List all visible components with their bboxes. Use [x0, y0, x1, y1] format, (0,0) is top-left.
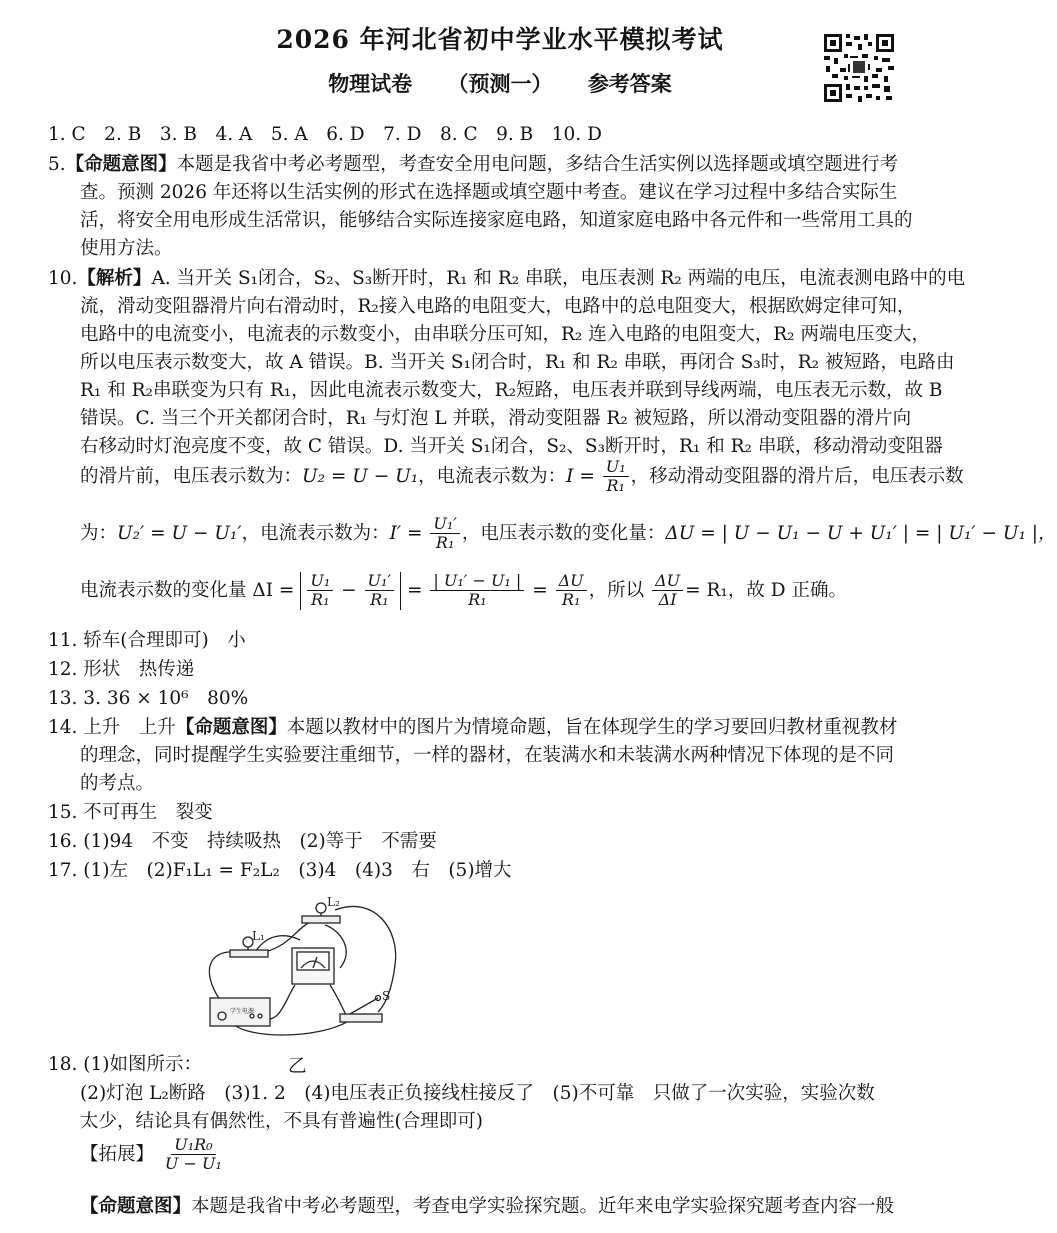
fraction-numerator: | U₁′ − U₁ |: [430, 572, 524, 591]
q10-l10-text-b: ，所以: [588, 579, 645, 601]
q18-intent-text: 本题是我省中考必考题型，考查电学实验探究题。近年来电学实验探究题考查内容一般: [191, 1196, 895, 1217]
q10-l10-text-a: 电流表示数的变化量 ΔI =: [80, 579, 295, 601]
q10-l9-text-a: 为：: [80, 522, 118, 544]
q17-answer: 17. (1)左 (2)F₁L₁ = F₂L₂ (3)4 (4)3 右 (5)增大: [48, 860, 512, 881]
q14-text-1: 本题以教材中的图片为情境命题，旨在体现学生的学习要回归教材重视教材: [286, 717, 898, 738]
lamp-l1-label: L₁: [252, 929, 265, 943]
fraction-u1p-r1: [430, 515, 460, 553]
fraction-numerator: U₁: [307, 572, 333, 591]
q10-l9-formula-ip: I′ =: [389, 522, 423, 544]
q5-line-1: [48, 150, 898, 176]
fraction-numerator: U₁′: [430, 515, 460, 534]
q10-line-6: 错误。C. 当三个开关都闭合时，R₁ 与灯泡 L 并联，滑动变阻器 R₂ 被短路，所以滑动变阻器的滑片向: [80, 408, 912, 429]
switch-s-icon: [340, 1014, 382, 1022]
q14-line-2: 的理念，同时提醒学生实验要注重细节，一样的器材，在装满水和未装满水两种情况下体现的是不同: [80, 745, 895, 766]
q14-prefix: 14. 上升 上升: [48, 717, 176, 738]
fraction-du-r1: [556, 572, 587, 610]
lamp-l2-bulb-icon: [316, 903, 326, 913]
absolute-value-bars: [300, 572, 401, 610]
q5-line-2: 查。预测 2026 年还将以生活实例的形式在选择题或填空题中考查。建议在学习过程中多结合实际生: [80, 182, 898, 203]
q5-text-1: 本题是我省中考必考题型，考查安全用电问题，多结合生活实例以选择题或填空题进行考: [176, 154, 899, 175]
q5-tag: 【命题意图】: [65, 154, 177, 175]
q10-l8-formula-u2: U₂ = U − U₁: [302, 465, 419, 487]
subtitle-answer: 参考答案: [587, 71, 672, 96]
q10-l8-text-e: ，移动滑动变阻器的滑片后，电压表示数: [630, 465, 964, 487]
q13-answer: 13. 3. 36 × 10⁶ 80%: [48, 688, 249, 709]
q10-l9-text-e: ，电压表示数的变化量：: [461, 522, 666, 544]
q14-tag: 【命题意图】: [175, 717, 287, 738]
fraction-denominator: U − U₁: [164, 1154, 222, 1174]
fraction-denominator: R₁: [311, 590, 330, 610]
subtitle-subject: 物理试卷: [328, 71, 413, 96]
q18-line-3: 太少，结论具有偶然性，不具有普遍性(合理即可): [80, 1111, 483, 1132]
q10-line-5: R₁ 和 R₂串联变为只有 R₁，因此电流表示数变大，R₂短路，电压表并联到导线两端，电压表无示数，故 B: [80, 380, 943, 401]
q12-answer: 12. 形状 热传递: [48, 659, 195, 680]
q10-line-10: [80, 572, 847, 610]
q10-line-9: [80, 515, 1057, 553]
circuit-diagram: [200, 890, 410, 1045]
extension-tag: 【拓展】: [80, 1143, 155, 1165]
fraction-denominator: R₁: [561, 590, 581, 610]
q16-answer: 16. (1)94 不变 持续吸热 (2)等于 不需要: [48, 831, 437, 852]
fraction-numerator: ΔU: [556, 572, 587, 591]
fraction-denominator: R₁: [370, 590, 389, 610]
q14-line-3: 的考点。: [80, 773, 155, 794]
fraction-numerator: U₁: [603, 458, 629, 477]
fraction-abs-r1: [430, 572, 524, 610]
fraction-u1-r1-a: [307, 572, 333, 610]
q18-line-2: (2)灯泡 L₂断路 (3)1. 2 (4)电压表正负接线柱接反了 (5)不可靠 只做了一次实验，实验次数: [80, 1083, 875, 1104]
choice-answers: 1. C 2. B 3. B 4. A 5. A 6. D 7. D 8. C 9. B 10. D: [48, 124, 602, 145]
fraction-denominator: R₁: [606, 476, 625, 496]
lamp-l2-base-icon: [302, 916, 340, 923]
q10-l8-text-a: 的滑片前，电压表示数为：: [80, 465, 303, 487]
equals-sign-2: =: [532, 579, 548, 601]
q10-line-8: [80, 458, 964, 496]
q10-l8-text-c: ，电流表示数为：: [418, 465, 567, 487]
q10-l8-formula-i: I =: [566, 465, 595, 487]
q14-line-1: [48, 713, 897, 739]
fraction-denominator: R₁: [468, 590, 487, 610]
q5-line-4: 使用方法。: [80, 238, 173, 259]
q10-l9-text-c: ，电流表示数为：: [241, 522, 390, 544]
q10-l9-formula-delta-u: ΔU = | U − U₁ − U + U₁′ | = | U₁′ − U₁ |，: [665, 522, 1057, 544]
q5-label: 5.: [48, 154, 66, 175]
fraction-numerator: U₁′: [365, 572, 395, 591]
figure-caption: 乙: [288, 1056, 307, 1077]
q10-line-7: 右移动时灯泡亮度不变，故 C 错误。D. 当开关 S₁闭合，S₂、S₃断开时，R₁ 和 R₂ 串联，移动滑动变阻器: [80, 436, 943, 457]
q15-answer: 15. 不可再生 裂变: [48, 802, 213, 823]
subtitle-edition: （预测一）: [447, 71, 553, 96]
q18-extension: [80, 1136, 227, 1174]
fraction-u1-r1: [603, 458, 629, 496]
equals-sign: =: [406, 579, 423, 601]
qr-code-icon: [822, 32, 896, 104]
fraction-du-di: [652, 572, 683, 610]
q10-line-4: 所以电压表示数变大，故 A 错误。B. 当开关 S₁闭合时，R₁ 和 R₂ 串联，再闭合 S₃时，R₂ 被短路，电路由: [80, 352, 955, 373]
q10-line-1: [48, 264, 965, 290]
q18-intent-tag: 【命题意图】: [80, 1196, 192, 1217]
power-source-label: 学生电源: [230, 1008, 255, 1015]
q10-line-3: 电路中的电流变小，电流表的示数变小，由串联分压可知，R₂ 连入电路的电阻变大，R₂ 两端电压变大，: [80, 324, 930, 345]
switch-label: S: [382, 989, 391, 1003]
q10-l9-formula-u2p: U₂′ = U − U₁′: [117, 522, 242, 544]
q10-text-1: A. 当开关 S₁闭合，S₂、S₃断开时，R₁ 和 R₂ 串联，电压表测 R₂ 两端的电压，电流表测电路中的电: [151, 268, 966, 289]
minus-sign: −: [341, 579, 357, 601]
q10-label: 10.: [48, 268, 78, 289]
q11-answer: 11. 轿车(合理即可) 小: [48, 630, 246, 651]
q10-l10-text-c: = R₁，故 D 正确。: [685, 579, 847, 601]
q10-line-2: 流，滑动变阻器滑片向右滑动时，R₂接入电路的电阻变大，电路中的总电阻变大，根据欧姆定律可知，: [80, 296, 916, 317]
q5-line-3: 活，将安全用电形成生活常识，能够结合实际连接家庭电路，知道家庭电路中各元件和一些常用工具的: [80, 210, 913, 231]
q18-intent: [80, 1192, 894, 1218]
lamp-l1-base-icon: [230, 950, 268, 957]
fraction-numerator: ΔU: [652, 572, 683, 591]
fraction-numerator: U₁R₀: [171, 1136, 215, 1155]
q10-tag: 【解析】: [77, 268, 152, 289]
lamp-l2-label: L₂: [327, 895, 340, 909]
page-title: 2026 年河北省初中学业水平模拟考试: [276, 25, 724, 54]
q18-line-1: 18. (1)如图所示：: [48, 1054, 203, 1075]
fraction-denominator: R₁: [435, 533, 455, 553]
fraction-extension: [162, 1136, 225, 1174]
fraction-u1p-r1-b: [365, 572, 395, 610]
fraction-denominator: ΔI: [658, 590, 677, 610]
